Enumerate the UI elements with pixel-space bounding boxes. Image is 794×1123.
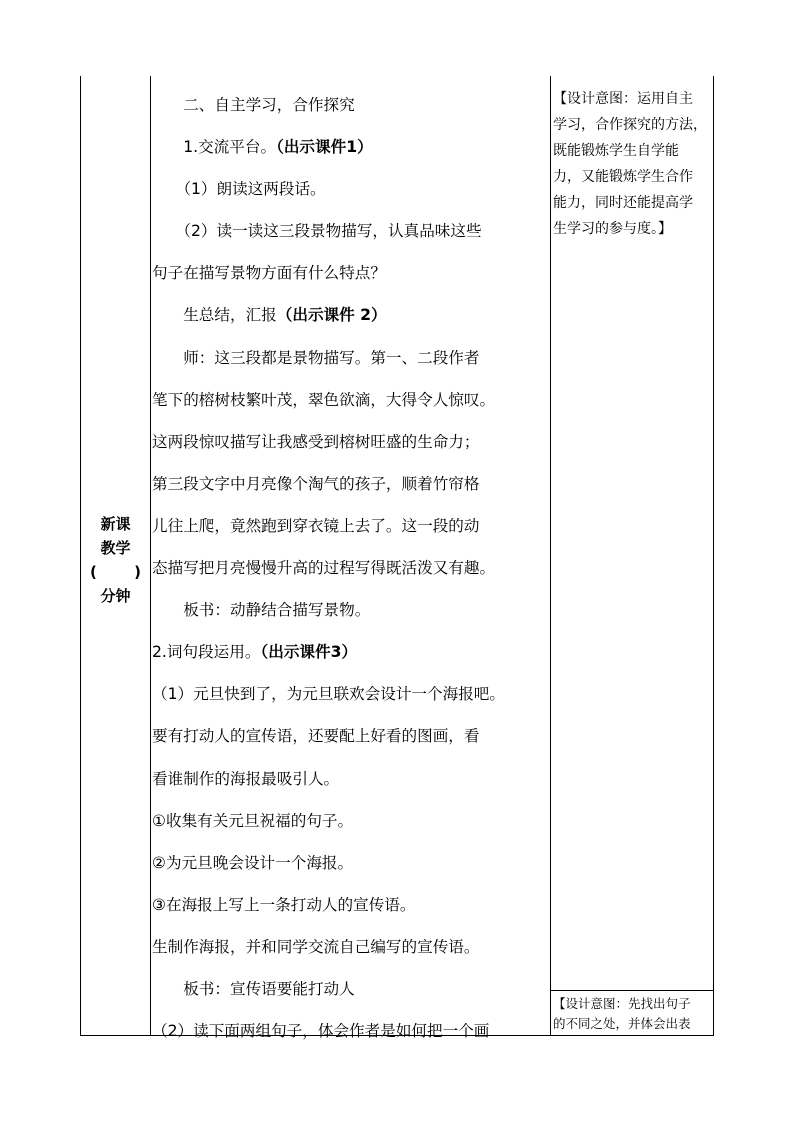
text-line: 句子在描写景物方面有什么特点？ [152,264,386,283]
text-line: 第三段文字中月亮像个淘气的孩子，顺着竹帘格 [152,474,480,493]
stage-label [80,512,151,608]
note-line: 学习，合作探究的方法， [553,117,707,133]
paren-open: ( [90,563,97,581]
text-line: 这两段惊叹描写让我感受到榕树旺盛的生命力； [152,432,480,451]
stage-label-line: 分钟 [100,587,131,605]
note-line: 【设计意图：运用自主 [553,91,693,107]
courseware-tag: （出示课件1） [276,138,373,157]
text-line: （1）朗读这两段话。 [152,180,326,199]
text-line: 生制作海报，并和同学交流自己编写的宣传语。 [152,937,480,956]
text-line: （1）元旦快到了，为元旦联欢会设计一个海报吧。 [152,685,505,704]
text-line: 板书：宣传语要能打动人 [152,979,355,998]
text-line: 笔下的榕树枝繁叶茂，翠色欲滴，大得令人惊叹。 [152,390,496,409]
note-line: 生学习的参与度。】 [553,221,672,237]
paren-close: ) [134,563,141,581]
text-line: ③在海报上写上一条打动人的宣传语。 [152,895,416,914]
courseware-tag: （出示课件 2） [276,306,387,325]
note-line: 【设计意图：先找出句子 [553,996,691,1011]
text-line: ②为元旦晚会设计一个海报。 [152,853,354,872]
text-line: ①收集有关元旦祝福的句子。 [152,811,354,830]
text-line: 看谁制作的海报最吸引人。 [152,769,340,788]
note-line: 能力，同时还能提高学 [553,195,693,211]
text-line: 要有打动人的宣传语，还要配上好看的图画，看 [152,727,480,746]
text-line: （2）读下面两组句子，体会作者是如何把一个画 [152,1022,490,1041]
note-line: 既能锻炼学生自学能 [553,143,679,159]
text-line: 1.交流平台。（出示课件1） [152,138,373,157]
design-intent-note-2 [553,994,713,1034]
note-divider [551,990,714,991]
stage-label-line: 教学 [100,539,131,557]
text-line: 师：这三段都是景物描写。第一、二段作者 [152,348,480,367]
text-line: 二、自主学习，合作探究 [152,96,355,114]
duration-blank [80,560,151,584]
text-line: 儿往上爬，竟然跑到穿衣镜上去了。这一段的动 [152,516,480,535]
text-line: （2）读一读这三段景物描写，认真品味这些 [152,222,482,241]
text-line: 2.词句段运用。（出示课件3） [152,643,358,662]
text-line: 态描写把月亮慢慢升高的过程写得既活泼又有趣。 [152,559,496,578]
note-line: 的不同之处，并体会出表 [553,1016,691,1031]
lesson-content [152,84,552,1052]
stage-label-line: 新课 [100,515,131,533]
design-intent-note [553,86,713,242]
note-line: 力，又能锻炼学生合作 [553,169,693,185]
courseware-tag: （出示课件3） [260,643,358,662]
text-line: 生总结，汇报（出示课件 2） [152,306,387,325]
text-line: 板书：动静结合描写景物。 [152,601,371,620]
